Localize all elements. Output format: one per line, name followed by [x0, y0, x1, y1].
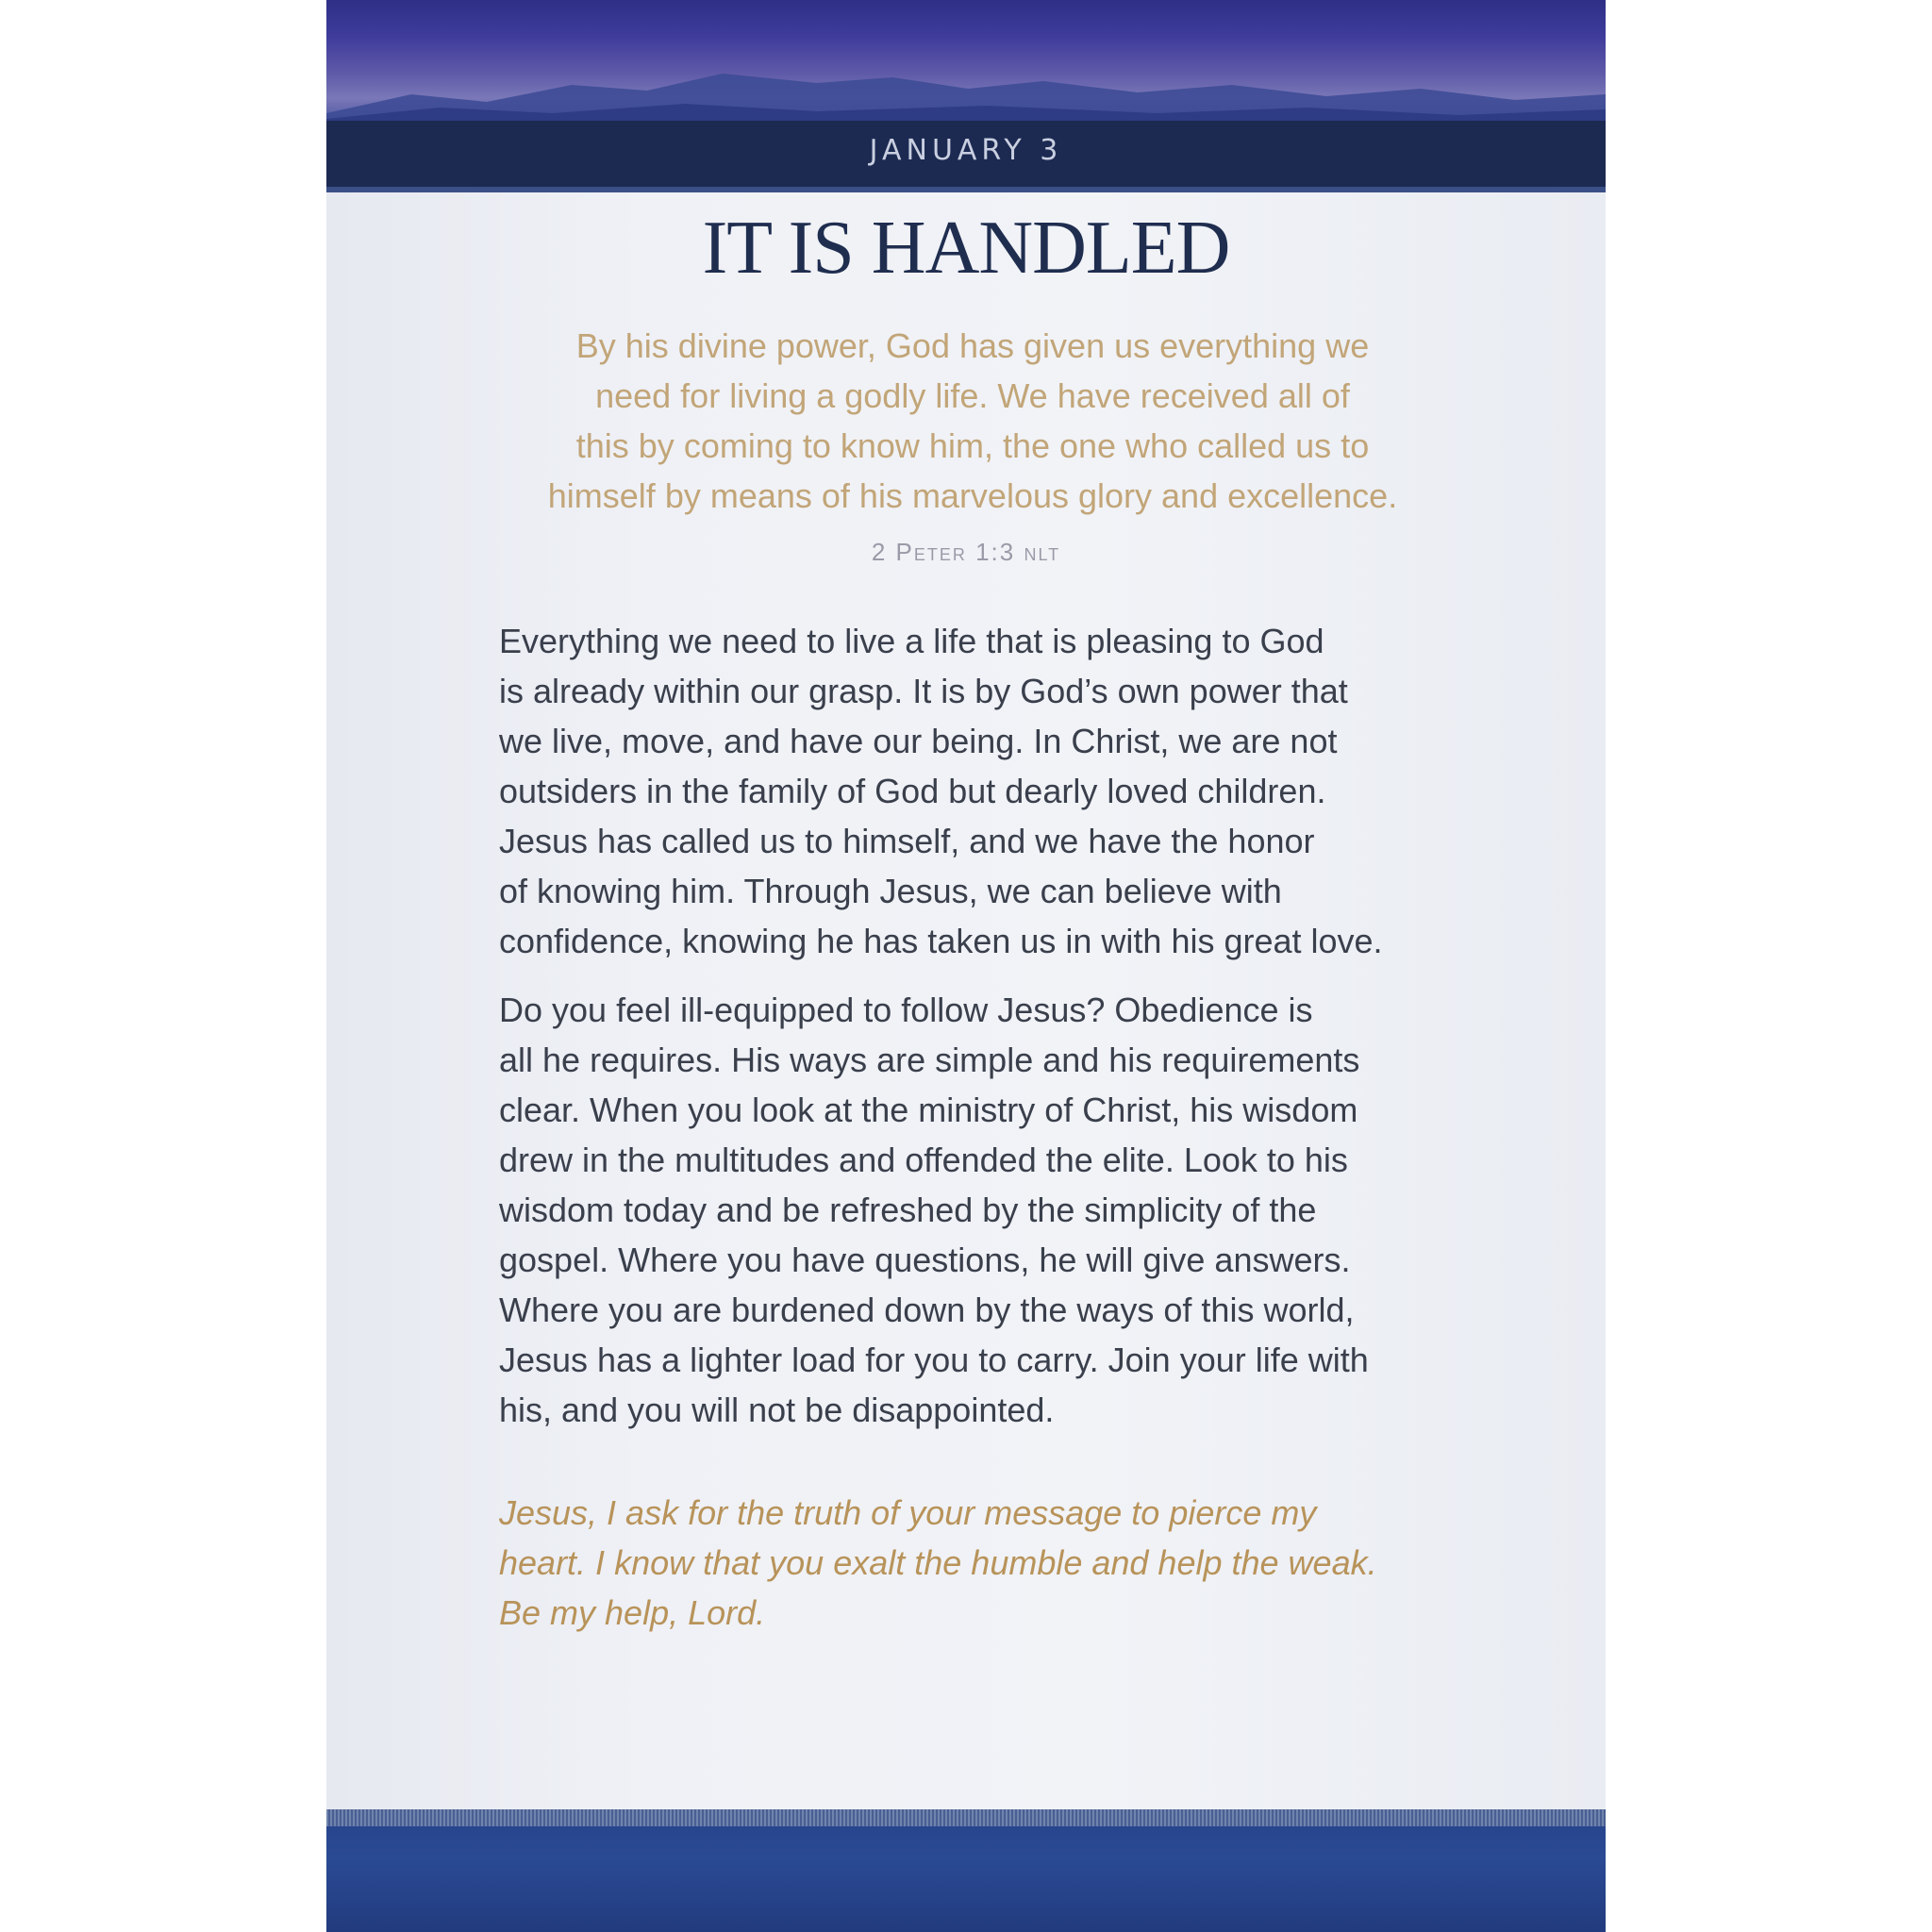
paragraph-line: Jesus has a lighter load for you to carry. Join your life with: [499, 1341, 1369, 1379]
paragraph-line: his, and you will not be disappointed.: [499, 1391, 1055, 1429]
paragraph-line: drew in the multitudes and offended the elite. Look to his: [499, 1141, 1348, 1179]
scripture-verse: [487, 321, 1458, 521]
paragraph-line: gospel. Where you have questions, he will give answers.: [499, 1241, 1351, 1279]
page-title: IT IS HANDLED: [702, 207, 1230, 290]
paragraph-line: Jesus has called us to himself, and we have the honor: [499, 822, 1315, 860]
prayer-line: heart. I know that you exalt the humble and help the weak.: [499, 1543, 1377, 1582]
paragraph-line: Do you feel ill-equipped to follow Jesus? Obedience is: [499, 991, 1313, 1029]
closing-prayer: [499, 1488, 1480, 1638]
paragraph-line: we live, move, and have our being. In Christ, we are not: [499, 722, 1338, 760]
prayer-line: Be my help, Lord.: [499, 1593, 766, 1632]
prayer-line: Jesus, I ask for the truth of your message to pierce my: [499, 1493, 1317, 1532]
paragraph-line: of knowing him. Through Jesus, we can believe with: [499, 872, 1282, 910]
verse-line: himself by means of his marvelous glory and excellence.: [547, 476, 1398, 515]
paragraph-line: wisdom today and be refreshed by the simplicity of the: [499, 1191, 1317, 1229]
devotional-page: [326, 0, 1606, 1932]
paragraph-line: clear. When you look at the ministry of Christ, his wisdom: [499, 1091, 1358, 1129]
paragraph-line: Everything we need to live a life that is pleasing to God: [499, 622, 1324, 660]
paragraph-line: confidence, knowing he has taken us in with his great love.: [499, 922, 1383, 960]
mountain-silhouette: [326, 57, 1606, 123]
paragraph-line: outsiders in the family of God but dearly loved children.: [499, 772, 1326, 810]
body-paragraph-2: [499, 985, 1480, 1435]
footer-stripe: [326, 1809, 1606, 1826]
verse-line: this by coming to know him, the one who called us to: [575, 426, 1370, 465]
paragraph-line: Where you are burdened down by the ways of this world,: [499, 1291, 1355, 1329]
body-paragraph-1: [499, 616, 1480, 966]
verse-line: By his divine power, God has given us everything we: [575, 326, 1370, 365]
scripture-reference: 2 Peter 1:3 nlt: [871, 538, 1061, 566]
date-banner: [326, 121, 1606, 192]
paragraph-line: all he requires. His ways are simple and his requirements: [499, 1041, 1360, 1079]
verse-line: need for living a godly life. We have received all of: [595, 376, 1350, 415]
footer-band: [326, 1809, 1606, 1932]
date-label: JANUARY 3: [869, 134, 1063, 167]
header-sky-image: [326, 0, 1606, 123]
paragraph-line: is already within our grasp. It is by God’s own power that: [499, 672, 1348, 710]
